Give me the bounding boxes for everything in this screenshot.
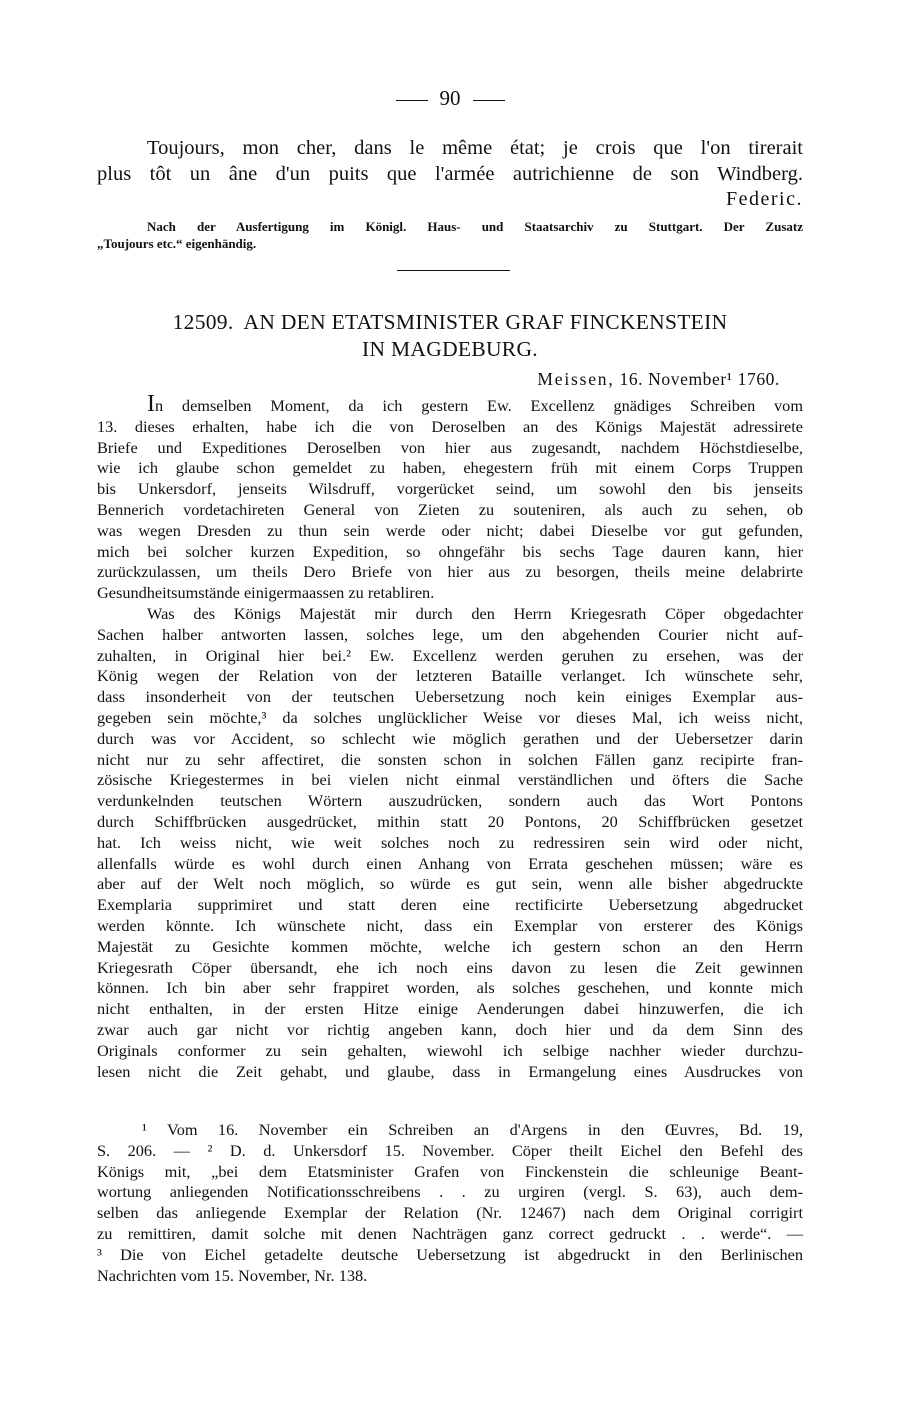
footnote-line: ¹ Vom 16. November ein Schreiben an d'Argens in den Œuvres, Bd. 19, (142, 1120, 803, 1139)
body-line: Majestät zu Gesichte kommen möchte, welche ich gestern schon an den Herrn (97, 936, 803, 956)
addressee: AN DEN ETATSMINISTER GRAF FINCKENSTEIN (243, 310, 728, 334)
body-line: gegeben sein möchte,³ da solches unglücklicher Weise vor dieses Mal, ich weiss nicht, (97, 707, 803, 727)
dateline-place: Meissen, (537, 369, 615, 389)
body-line: allenfalls würde es wohl durch einen Anhang von Errata geschehen müssen; wäre es (97, 853, 803, 873)
body-line: Kriegesrath Cöper übersandt, ehe ich noch eins davon zu lesen die Zeit gewinnen (97, 957, 803, 977)
footnote-line: zu remittiren, damit solche mit denen Nachträgen ganz correct gedruckt . . werde“. — (97, 1223, 803, 1243)
body-line: mich bei solcher kurzen Expedition, so ohngefähr bis sechs Tage dauren kann, hier (97, 541, 803, 561)
body-line: zwar auch gar nicht vor richtig angeben kann, doch hier und da dem Sinn des (97, 1019, 803, 1039)
body-line: lesen nicht die Zeit gehabt, und glaube, dass in Ermangelung eines Ausdruckes von (97, 1061, 803, 1081)
letter-heading (97, 309, 803, 363)
footnote-line: wortung anliegenden Notificationsschreibens . . zu urgiren (vergl. S. 63), auch dem- (97, 1182, 803, 1202)
source-note-line: „Toujours etc.“ eigenhändig. (97, 236, 257, 251)
body-line: dass insonderheit von der teutschen Uebersetzung noch kein einiges Exemplar aus- (97, 687, 803, 707)
body-line: zurückzulassen, um theils Dero Briefe von hier aus zu besorgen, theils meine delabrirte (97, 562, 803, 582)
footnote-line: S. 206. — ² D. d. Unkersdorf 15. November. Cöper theilt Eichel den Befehl des (97, 1140, 803, 1160)
body-line: Bennerich vordetachireten General von Zieten zu souteniren, als auch zu sehen, ob (97, 499, 803, 519)
footnotes (97, 1120, 803, 1286)
body-line: werden könnte. Ich wünschete nicht, dass ein Exemplar von ersterer des Königs (97, 915, 803, 935)
body-line: durch Schiffbrücken ausgedrücket, mithin statt 20 Pontons, 20 Schiffbrücken gesetzet (97, 811, 803, 831)
footnote-line: Nachrichten vom 15. November, Nr. 138. (97, 1265, 368, 1285)
body-line: nicht nur zu sehr affectiret, die sonsten schon in solchen Fällen ganz recipirte fran- (97, 749, 803, 769)
footnote-line: ³ Die von Eichel getadelte deutsche Uebersetzung ist abgedruckt in den Berlinischen (97, 1244, 803, 1264)
body-line: durch was vor Accident, so schlecht wie möglich gerathen und der Uebersetzer darin (97, 728, 803, 748)
section-divider (397, 270, 510, 271)
letter-number: 12509. (172, 310, 234, 334)
footnote-line: selben das anliegende Exemplar der Relation (Nr. 12467) nach dem Original corrigirt (97, 1203, 803, 1223)
letter-body (97, 391, 803, 1082)
drop-cap: I (147, 391, 155, 417)
dateline-date: 16. November¹ 1760. (619, 369, 780, 389)
signature: Federic. (726, 188, 803, 210)
source-note (97, 218, 803, 252)
body-line: König wegen der Relation von der letzteren Bataille verlanget. Ich wünschete sehr, (97, 666, 803, 686)
letter-line: Toujours, mon cher, dans le même état; je crois que l'on tirerait (147, 137, 803, 159)
footnote-line: Königs mit, „bei dem Etatsminister Grafen von Finckenstein die schleunige Beant- (97, 1161, 803, 1181)
body-line: hat. Ich weiss nicht, wie weit solches noch zu redressiren sein wird oder nicht, (97, 832, 803, 852)
page-number-dash-left (396, 100, 428, 101)
body-line: was wegen Dresden zu thun sein werde oder nicht; dabei Dieselbe vor gut gefunden, (97, 520, 803, 540)
letter-ending (97, 135, 803, 187)
body-line: Exemplaria supprimiret und statt deren eine rectificirte Uebersetzung abgedrucket (97, 895, 803, 915)
dateline (537, 369, 780, 390)
body-line: Briefe und Expeditiones Deroselben von hier aus zugesandt, nachdem Höchstdieselbe, (97, 437, 803, 457)
body-line: Originals conformer zu sein gehalten, wiewohl ich selbige nachher wieder durchzu- (97, 1040, 803, 1060)
page-number-dash-right (473, 100, 505, 101)
body-line: In demselben Moment, da ich gestern Ew. Excellenz gnädiges Schreiben vom (147, 391, 803, 417)
source-note-line: Nach der Ausfertigung im Königl. Haus- und Staatsarchiv zu Stuttgart. Der Zusatz (147, 219, 803, 234)
body-line: können. Ich bin aber sehr frappiret worden, als solches geschehen, und konnte mich (97, 978, 803, 998)
body-line: wie ich glaube schon gemeldet zu haben, ehegestern früh mit einem Corps Truppen (97, 458, 803, 478)
body-line: Was des Königs Majestät mir durch den Herrn Kriegesrath Cöper obgedachter (147, 603, 803, 623)
heading-line-1 (97, 309, 803, 336)
letter-line: plus tôt un âne d'un puits que l'armée autrichienne de son Windberg. (97, 163, 803, 185)
body-line: 13. dieses erhalten, habe ich die von Deroselben an des Königs Majestät adressirete (97, 416, 803, 436)
body-line: verdunkelnden teutschen Wörtern auszudrücken, sondern auch das Wort Pontons (97, 791, 803, 811)
page-number: 90 (0, 86, 900, 111)
body-line: aber auf der Welt noch möglich, so würde es gut sein, wenn alle bisher abgedruckte (97, 874, 803, 894)
body-line: bis Unkersdorf, jenseits Wilsdruff, vorgerücket seind, um sowohl den bis jenseits (97, 479, 803, 499)
body-line: Sachen halber antworten lassen, solches lege, um den abgehenden Courier nicht auf- (97, 624, 803, 644)
body-line: Gesundheitsumstände einigermaassen zu retabliren. (97, 583, 435, 603)
body-line: nicht enthalten, in der ersten Hitze einige Aenderungen dabei hinzuwerfen, die ich (97, 999, 803, 1019)
body-line: zösische Kriegestermes in bei vielen nicht einmal verständlichen und öfters die Sache (97, 770, 803, 790)
body-line: zuhalten, in Original hier bei.² Ew. Excellenz werden geruhen zu ersehen, was der (97, 645, 803, 665)
heading-line-2: IN MAGDEBURG. (362, 337, 538, 361)
